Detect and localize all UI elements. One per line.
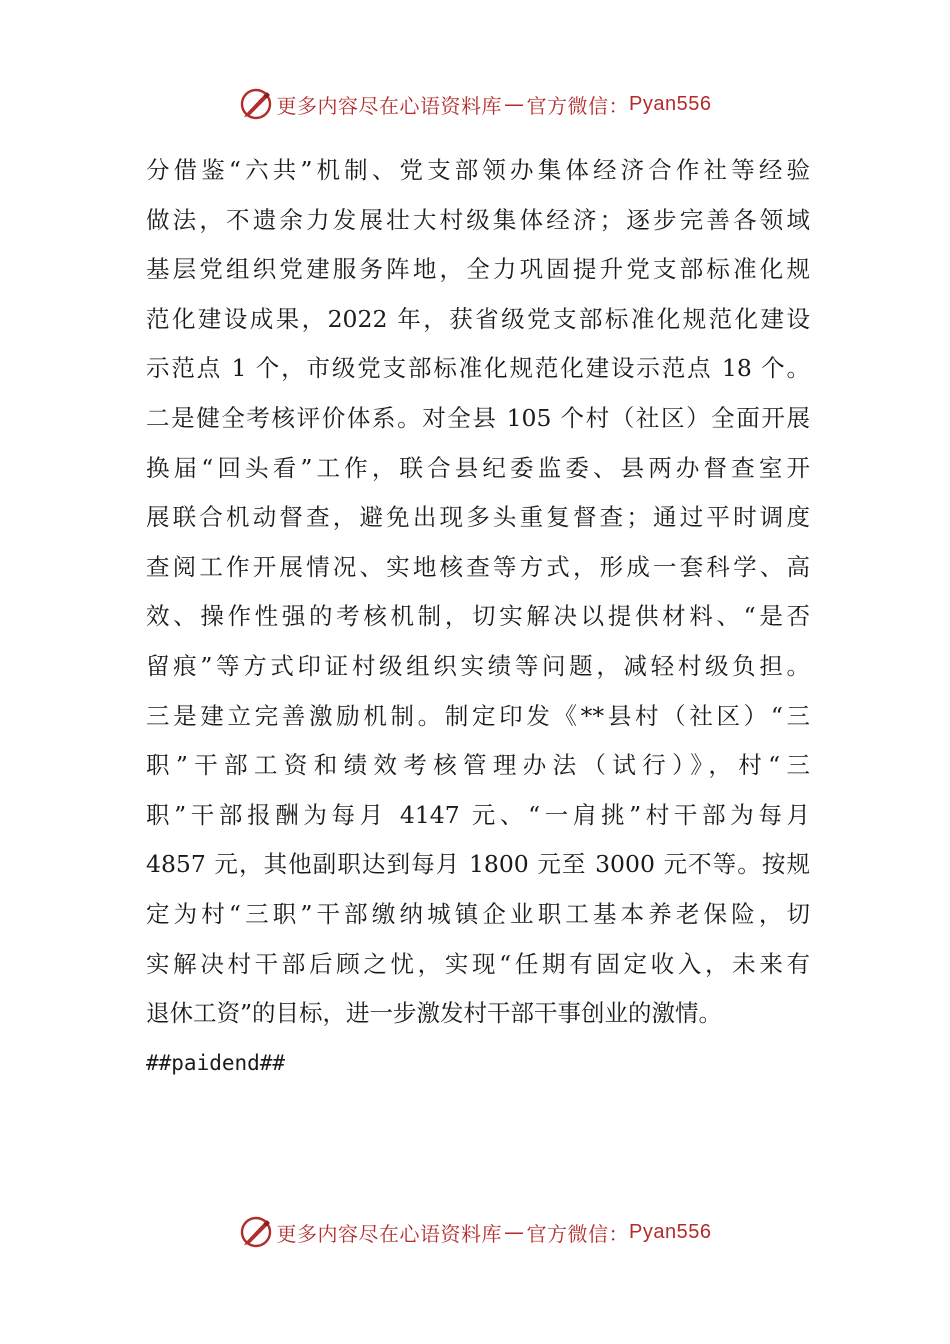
watermark-wechat-id: Pyan556 <box>629 1220 712 1243</box>
watermark-wechat-label: 官方微信： <box>526 1221 630 1246</box>
text-line: 二是健全考核评价体系。对全县 105 个村（社区）全面开展 <box>146 403 810 432</box>
text-line: 退休工资”的目标，进一步激发村干部干事创业的激情。 <box>146 999 723 1028</box>
paid-end-marker: ##paidend## <box>146 1050 286 1075</box>
text-line: 查阅工作开展情况、实地核查等方式，形成一套科学、高 <box>146 552 810 581</box>
text-line: 4857 元，其他副职达到每月 1800 元至 3000 元不等。按规 <box>146 850 810 879</box>
text-line: 实解决村干部后顾之忧，实现“任期有固定收入，未来有 <box>146 949 810 978</box>
footer-watermark <box>0 1212 950 1252</box>
text-line: 示范点 1 个，市级党支部标准化规范化建设示范点 18 个。 <box>146 354 810 383</box>
text-line: 职”干部报酬为每月 4147 元、“一肩挑”村干部为每月 <box>146 800 810 829</box>
watermark-wechat-id: Pyan556 <box>629 92 712 115</box>
text-line: 换届“回头看”工作，联合县纪委监委、县两办督查室开 <box>146 453 810 482</box>
text-line: 定为村“三职”干部缴纳城镇企业职工基本养老保险，切 <box>146 899 810 928</box>
text-line: 分借鉴“六共”机制、党支部领办集体经济合作社等经验 <box>146 156 810 184</box>
pen-logo-icon <box>239 87 273 121</box>
watermark-site-text: 更多内容尽在心语资料库 <box>276 93 503 118</box>
watermark-dash: — <box>504 92 525 116</box>
pen-logo-icon <box>239 1215 273 1249</box>
text-line: 做法，不遗余力发展壮大村级集体经济；逐步完善各领域 <box>146 205 810 234</box>
text-line: 留痕”等方式印证村级组织实绩等问题，减轻村级负担。 <box>146 651 810 680</box>
text-line: 职”干部工资和绩效考核管理办法（试行）》，村“三 <box>146 751 810 780</box>
header-watermark <box>0 84 950 124</box>
watermark-site-text: 更多内容尽在心语资料库 <box>276 1221 503 1246</box>
text-line: 效、操作性强的考核机制，切实解决以提供材料、“是否 <box>146 602 810 631</box>
watermark-wechat-label: 官方微信： <box>526 93 630 118</box>
text-line: 三是建立完善激励机制。制定印发《**县村（社区）“三 <box>146 701 810 730</box>
watermark-dash: — <box>504 1220 525 1244</box>
document-body <box>146 146 810 1088</box>
text-line: 展联合机动督查，避免出现多头重复督查；通过平时调度 <box>146 503 810 532</box>
text-line: 范化建设成果，2022 年，获省级党支部标准化规范化建设 <box>146 304 810 333</box>
text-line: 基层党组织党建服务阵地，全力巩固提升党支部标准化规 <box>146 255 810 284</box>
